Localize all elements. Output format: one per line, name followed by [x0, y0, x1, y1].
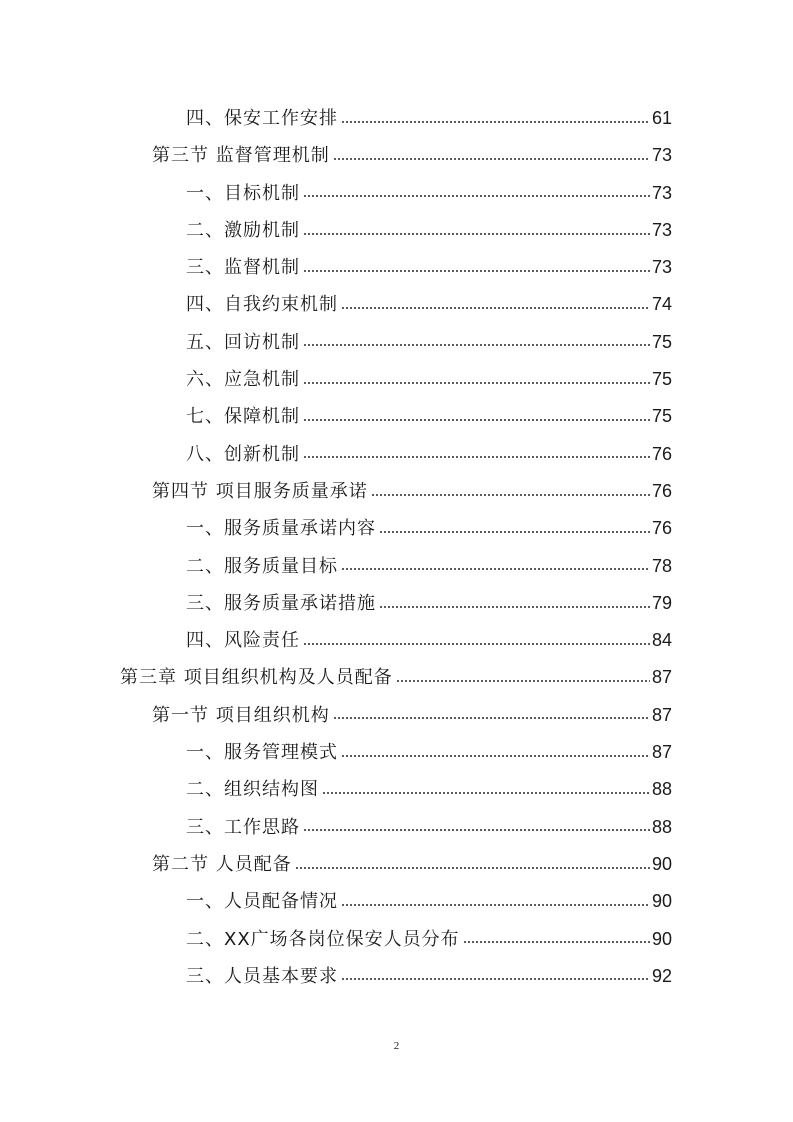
toc-entry-title: 一、人员配备情况	[186, 891, 338, 913]
toc-entry-title: 四、风险责任	[186, 630, 300, 652]
toc-entry[interactable]	[0, 921, 793, 958]
toc-leader-dots	[303, 416, 650, 424]
toc-entry-title: 第二节 人员配备	[152, 853, 292, 875]
toc-entry-title: 四、自我约束机制	[186, 294, 338, 316]
toc-leader-dots	[303, 341, 650, 349]
toc-entry[interactable]	[0, 473, 793, 510]
toc-entry[interactable]	[0, 286, 793, 323]
toc-entry-title: 一、目标机制	[186, 182, 300, 204]
toc-entry-page: 73	[651, 219, 672, 240]
toc-entry-page: 73	[651, 145, 672, 166]
toc-leader-dots	[341, 975, 650, 983]
toc-leader-dots	[341, 752, 650, 760]
toc-leader-dots	[371, 491, 650, 499]
toc-entry-title: 三、工作思路	[186, 816, 300, 838]
toc-entry-title: 一、服务质量承诺内容	[186, 518, 376, 540]
toc-entry[interactable]	[0, 137, 793, 174]
toc-entry-title: 三、监督机制	[186, 257, 300, 279]
toc-entry-title: 五、回访机制	[186, 331, 300, 353]
toc-leader-dots	[341, 901, 650, 909]
toc-leader-dots	[303, 267, 650, 275]
toc-entry-title: 二、组织结构图	[186, 779, 319, 801]
toc-entry-page: 90	[651, 928, 672, 949]
toc-entry[interactable]	[0, 958, 793, 995]
toc-leader-dots	[379, 528, 650, 536]
toc-entry-title: 二、服务质量目标	[186, 555, 338, 577]
toc-entry-title: 七、保障机制	[186, 406, 300, 428]
toc-entry[interactable]	[0, 436, 793, 473]
toc-entry-page: 88	[651, 779, 672, 800]
toc-entry-page: 87	[651, 704, 672, 725]
toc-entry-page: 73	[651, 257, 672, 278]
toc-entry-page: 87	[651, 667, 672, 688]
toc-entry-page: 74	[651, 294, 672, 315]
toc-leader-dots	[303, 826, 650, 834]
toc-entry-page: 78	[651, 555, 672, 576]
toc-entry-title: 一、服务管理模式	[186, 742, 338, 764]
toc-entry-title: 第一节 项目组织机构	[152, 704, 330, 726]
toc-entry-title: 三、人员基本要求	[186, 965, 338, 987]
toc-entry-page: 61	[651, 108, 672, 128]
toc-leader-dots	[295, 864, 650, 872]
toc-entry-page: 75	[651, 369, 672, 390]
toc-entry[interactable]	[0, 398, 793, 435]
toc-leader-dots	[303, 379, 650, 387]
toc-entry[interactable]	[0, 510, 793, 547]
toc-entry-title: 二、激励机制	[186, 219, 300, 241]
toc-entry-title: 第三节 监督管理机制	[152, 145, 330, 167]
toc-entry[interactable]	[0, 324, 793, 361]
toc-entry-title: 第四节 项目服务质量承诺	[152, 480, 368, 502]
toc-entry-page: 88	[651, 816, 672, 837]
toc-entry-page: 90	[651, 891, 672, 912]
toc-entry-page: 92	[651, 965, 672, 986]
toc-leader-dots	[396, 677, 650, 685]
toc-entry[interactable]	[0, 585, 793, 622]
toc-entry[interactable]	[0, 212, 793, 249]
toc-entry[interactable]	[0, 249, 793, 286]
page-number: 2	[393, 1040, 400, 1052]
toc-entry-page: 76	[651, 480, 672, 501]
toc-entry-page: 75	[651, 406, 672, 427]
toc-entry-page: 76	[651, 443, 672, 464]
toc-entry-title: 八、创新机制	[186, 443, 300, 465]
toc-entry[interactable]	[0, 548, 793, 585]
toc-leader-dots	[303, 230, 650, 238]
toc-entry[interactable]	[0, 659, 793, 696]
toc-entry-page: 73	[651, 182, 672, 203]
toc-leader-dots	[303, 453, 650, 461]
toc-leader-dots	[463, 938, 650, 946]
toc-entry[interactable]	[0, 622, 793, 659]
toc-entry[interactable]	[0, 771, 793, 808]
toc-entry-page: 87	[651, 742, 672, 763]
toc-entry-page: 84	[651, 630, 672, 651]
toc-entry-title: 三、服务质量承诺措施	[186, 592, 376, 614]
table-of-contents	[0, 100, 793, 995]
toc-entry-title: 六、应急机制	[186, 369, 300, 391]
toc-leader-dots	[379, 603, 650, 611]
toc-entry-page: 79	[651, 592, 672, 613]
toc-entry[interactable]	[0, 734, 793, 771]
toc-entry-page: 75	[651, 331, 672, 352]
toc-leader-dots	[341, 565, 650, 573]
toc-leader-dots	[341, 304, 650, 312]
toc-entry[interactable]	[0, 883, 793, 920]
toc-entry-title: 第三章 项目组织机构及人员配备	[120, 667, 393, 689]
toc-leader-dots	[333, 714, 650, 722]
toc-leader-dots	[303, 192, 650, 200]
toc-entry[interactable]	[0, 361, 793, 398]
toc-leader-dots	[341, 118, 650, 126]
toc-entry[interactable]	[0, 100, 793, 137]
toc-leader-dots	[333, 155, 650, 163]
toc-entry-title: 四、保安工作安排	[186, 108, 338, 129]
toc-entry[interactable]	[0, 175, 793, 212]
toc-entry[interactable]	[0, 809, 793, 846]
toc-entry-page: 90	[651, 853, 672, 874]
toc-entry-page: 76	[651, 518, 672, 539]
toc-leader-dots	[322, 789, 650, 797]
toc-leader-dots	[303, 640, 650, 648]
toc-entry[interactable]	[0, 846, 793, 883]
toc-entry[interactable]	[0, 697, 793, 734]
toc-entry-title: 二、XX广场各岗位保安人员分布	[186, 928, 460, 950]
